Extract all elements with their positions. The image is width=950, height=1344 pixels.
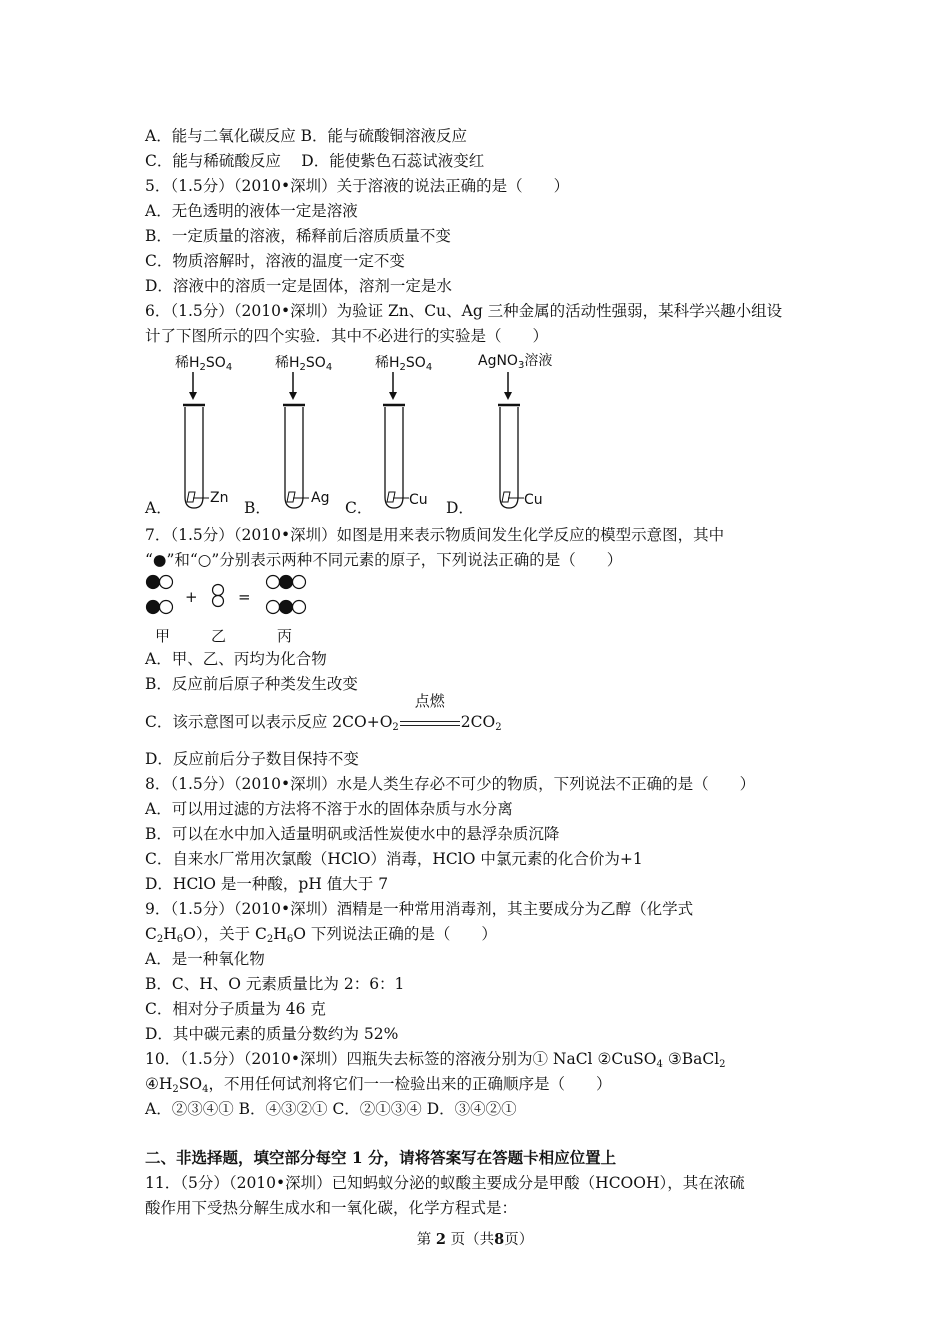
q10-options: A．②③④① B．④③②① C．②①③④ D．③④②① <box>145 1100 517 1118</box>
q4-options-cd: C．能与稀硫酸反应 D．能使紫色石蕊试液变红 <box>145 152 485 170</box>
q6-option-c-label: C． <box>345 499 373 517</box>
q7-stem-line2: “●”和“○”分别表示两种不同元素的原子，下列说法正确的是（ ） <box>145 551 623 569</box>
q7-option-d: D．反应前后分子数目保持不变 <box>145 750 359 768</box>
tube4-metal-label: Cu <box>524 492 543 508</box>
q4-options-ab: A．能与二氧化碳反应 B．能与硫酸铜溶液反应 <box>145 127 468 145</box>
q6-option-b-label: B． <box>244 499 271 517</box>
q7-option-a: A．甲、乙、丙均为化合物 <box>145 650 327 668</box>
tube4-reagent-label: AgNO$_3$溶液 <box>478 353 553 371</box>
q6-stem-line1: 6．（1.5分）（2010•深圳）为验证 Zn、Cu、Ag 三种金属的活动性强弱，某科学兴趣小组设 <box>145 302 783 320</box>
q9-option-b: B．C、H、O 元素质量比为 2：6：1 <box>145 975 405 993</box>
label-jia: 甲 <box>155 627 171 645</box>
q9-option-d: D．其中碳元素的质量分数约为 52% <box>145 1025 399 1043</box>
q11-stem-line2: 酸作用下受热分解生成水和一氧化碳，化学方程式是： <box>145 1199 518 1217</box>
q8-option-b: B．可以在水中加入适量明矾或活性炭使水中的悬浮杂质沉降 <box>145 825 560 843</box>
q8-stem: 8．（1.5分）（2010•深圳）水是人类生存必不可少的物质，下列说法不正确的是（ ） <box>145 775 756 793</box>
q7-option-c: C．该示意图可以表示反应 $2CO+O_2$ 点燃 $2CO_2$ <box>145 692 502 733</box>
q5-option-d: D．溶液中的溶质一定是固体，溶剂一定是水 <box>145 277 452 295</box>
q9-stem-line1: 9．（1.5分）（2010•深圳）酒精是一种常用消毒剂，其主要成分为乙醇（化学式 <box>145 900 694 918</box>
q6-option-a-label: A． <box>145 499 172 517</box>
q10-stem-line1: 10．（1.5分）（2010•深圳）四瓶失去标签的溶液分别为① NaCl ②CuSO$_4$ ③BaCl$_2$ <box>145 1050 726 1070</box>
q8-option-c: C．自来水厂常用次氯酸（HClO）消毒，HClO 中氯元素的化合价为+1 <box>145 850 643 868</box>
q9-option-c: C．相对分子质量为 46 克 <box>145 1000 326 1018</box>
label-bing: 丙 <box>277 627 293 645</box>
q6-stem-line2: 计了下图所示的四个实验．其中不必进行的实验是（ ） <box>145 327 549 345</box>
tube3-metal-label: Cu <box>409 492 428 508</box>
section2-heading: 二、非选择题，填空部分每空 1 分，请将答案写在答题卡相应位置上 <box>145 1148 617 1167</box>
label-yi: 乙 <box>211 627 227 645</box>
q9-stem-line2: $C_2H_6O$），关于 $C_2H_6O$ 下列说法正确的是（ ） <box>145 925 497 945</box>
tube2-metal-label: Ag <box>311 490 330 506</box>
tube3-reagent-label: 稀$H_2SO_4$ <box>375 355 433 373</box>
equals-sign: = <box>238 588 251 606</box>
reaction-condition: 点燃 <box>399 712 461 732</box>
q8-option-a: A．可以用过滤的方法将不溶于水的固体杂质与水分离 <box>145 800 513 818</box>
q7-stem-line1: 7．（1.5分）（2010•深圳）如图是用来表示物质间发生化学反应的模型示意图，其中 <box>145 526 725 544</box>
q11-stem-line1: 11．（5分）（2010•深圳）已知蚂蚁分泌的蚁酸主要成分是甲酸（HCOOH），其在浓硫 <box>145 1174 745 1192</box>
tube1-reagent-label: 稀$H_2SO_4$ <box>175 355 233 373</box>
q5-option-c: C．物质溶解时，溶液的温度一定不变 <box>145 252 405 270</box>
tube1-metal-label: Zn <box>210 490 229 506</box>
q8-option-d: D．HClO 是一种酸，pH 值大于 7 <box>145 875 389 893</box>
q5-option-b: B．一定质量的溶液，稀释前后溶质质量不变 <box>145 227 451 245</box>
q9-option-a: A．是一种氧化物 <box>145 950 265 968</box>
page-number: 2 <box>435 1231 446 1248</box>
q5-stem: 5．（1.5分）（2010•深圳）关于溶液的说法正确的是（ ） <box>145 177 570 195</box>
tube2-reagent-label: 稀$H_2SO_4$ <box>275 355 333 373</box>
q5-option-a: A．无色透明的液体一定是溶液 <box>145 202 358 220</box>
page-total: 8 <box>494 1231 505 1248</box>
q7-option-b: B．反应前后原子种类发生改变 <box>145 675 358 693</box>
q10-stem-line2: $④H_2SO_4$，不用任何试剂将它们一一检验出来的正确顺序是（ ） <box>145 1075 612 1095</box>
molecule-model-icon <box>142 570 322 630</box>
q6-option-d-label: D． <box>446 499 474 517</box>
plus-sign: + <box>185 588 198 606</box>
page-footer: 第 2 页（共8页） <box>416 1231 534 1248</box>
